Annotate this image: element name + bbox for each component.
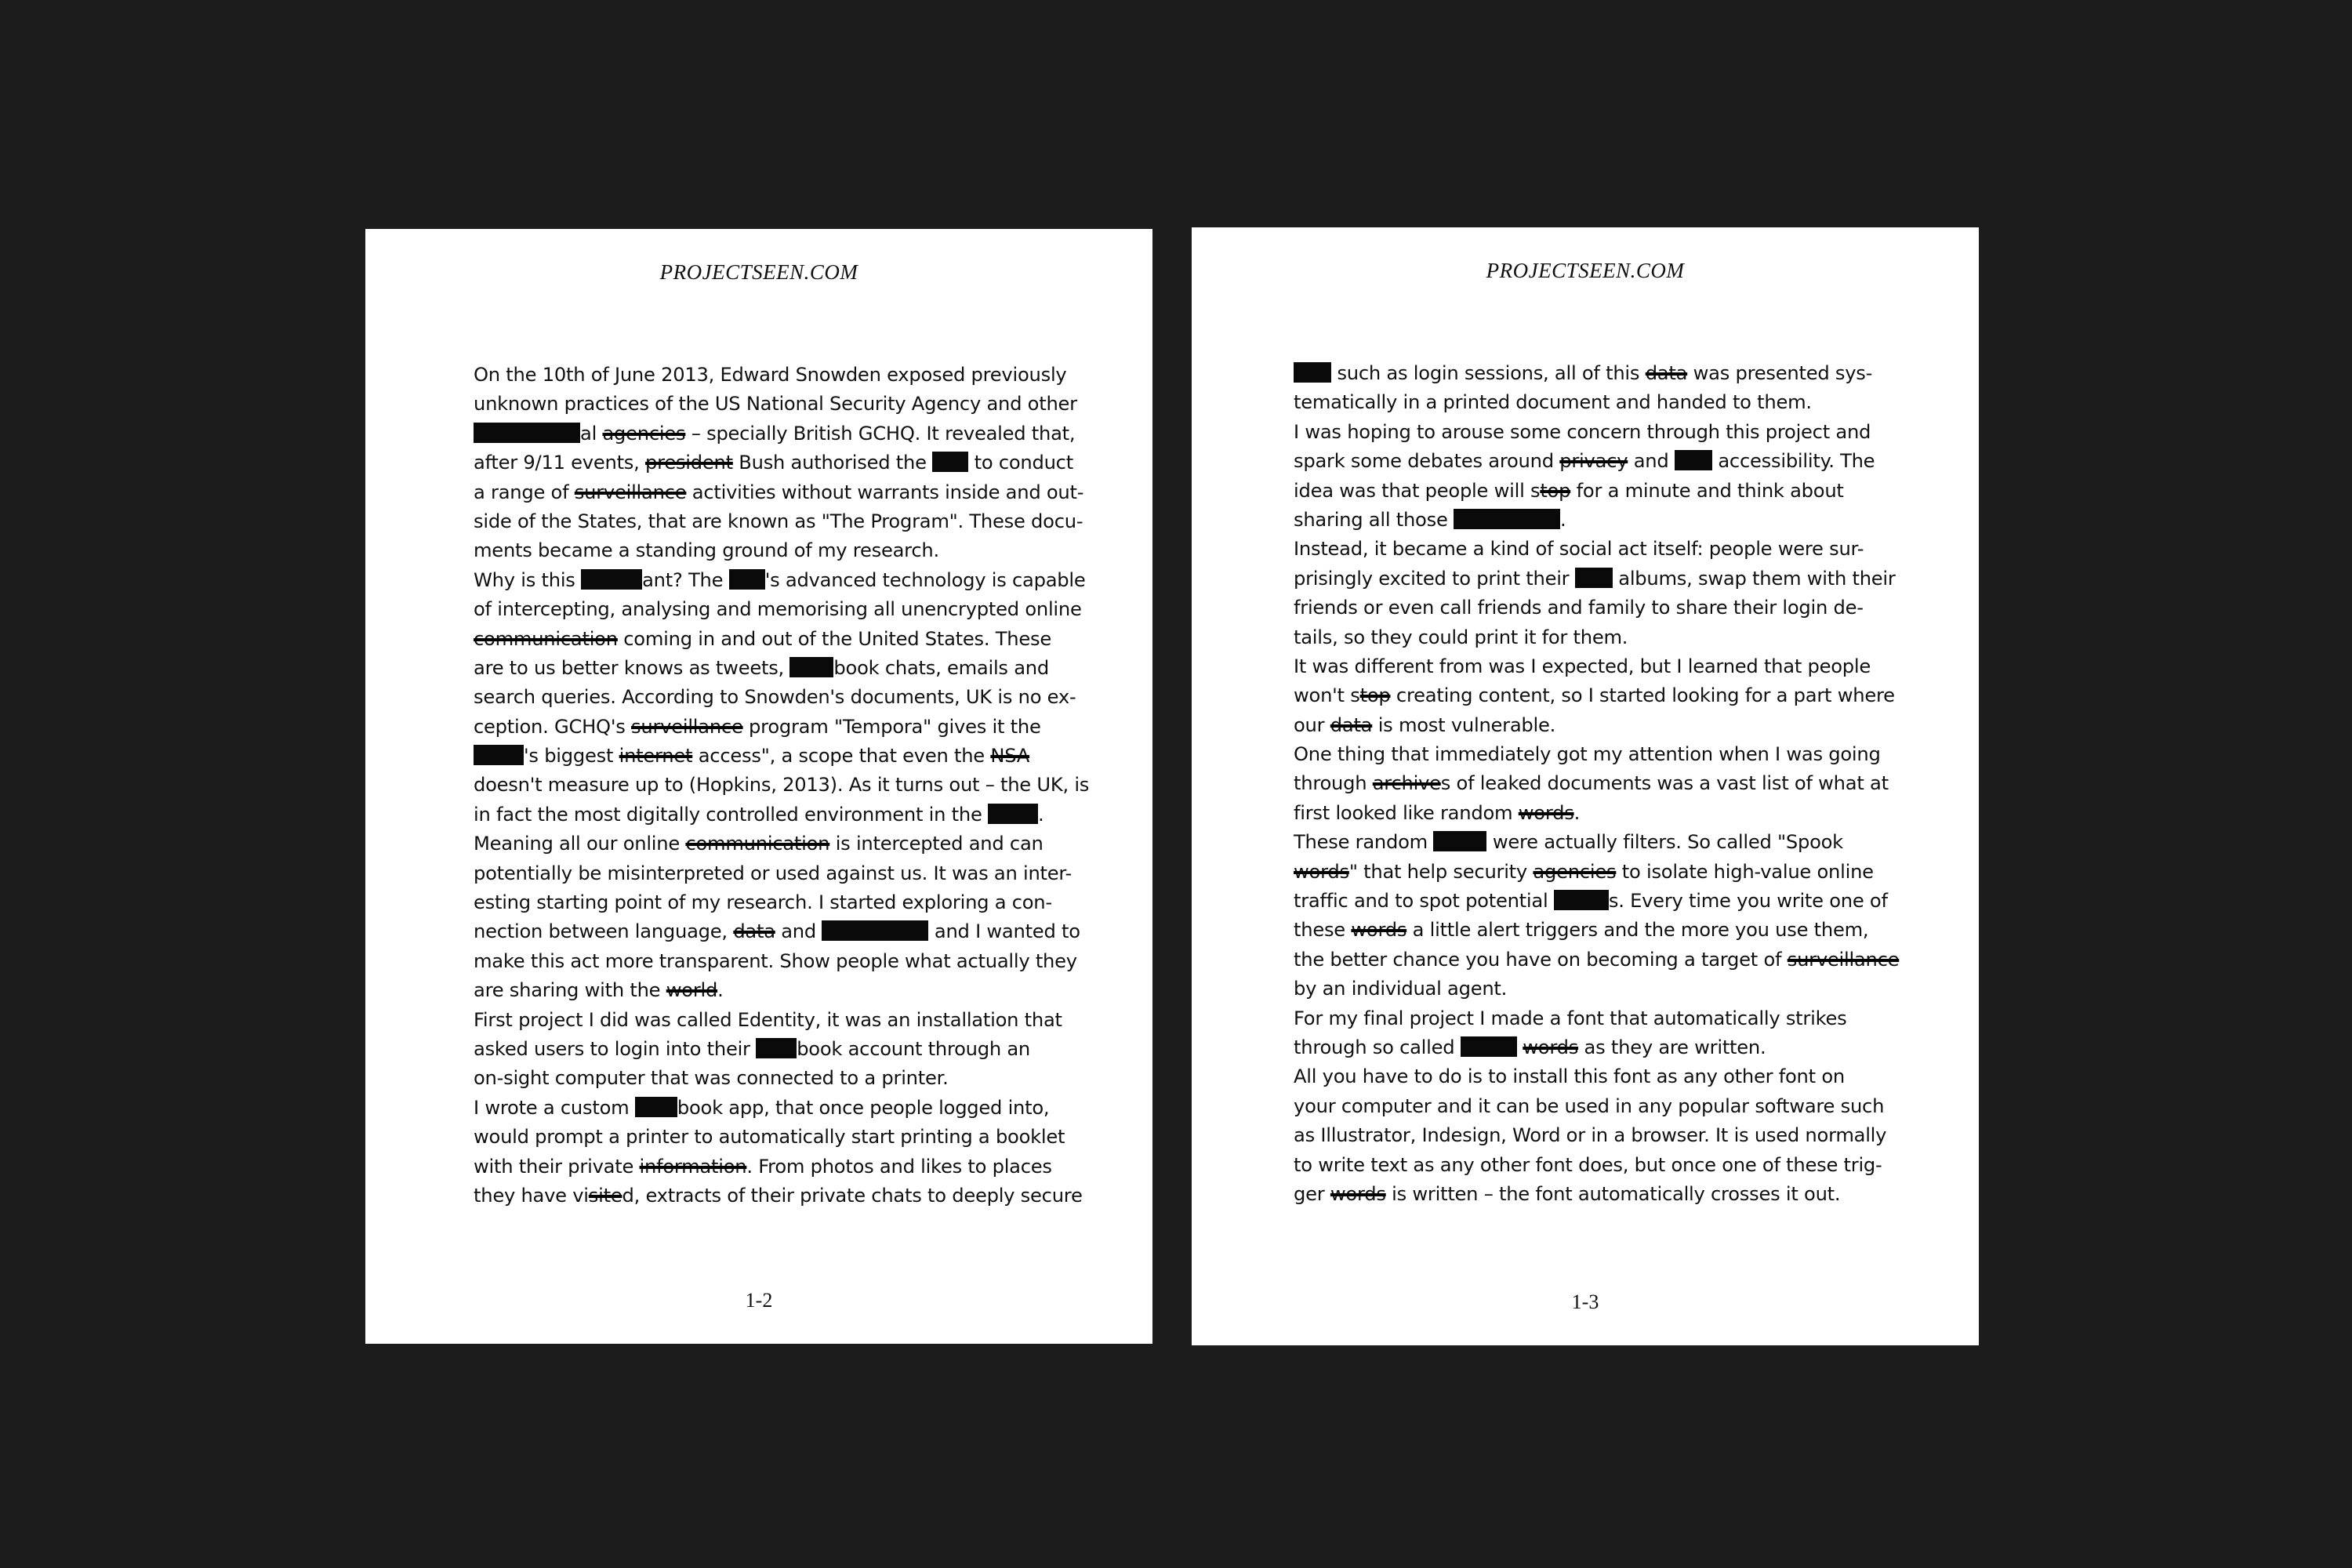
struck-word: NSA bbox=[990, 745, 1030, 768]
text-line bbox=[474, 947, 1077, 976]
text-line bbox=[1294, 477, 1874, 506]
redaction-bar bbox=[474, 423, 580, 443]
struck-word: words bbox=[1351, 919, 1407, 942]
redaction-bar bbox=[635, 1097, 677, 1117]
text-line bbox=[474, 713, 1054, 742]
text-segment: is written – the font automatically crosses it out. bbox=[1385, 1182, 1841, 1205]
text-line bbox=[1294, 740, 1881, 769]
struck-word: surveillance bbox=[631, 715, 743, 738]
text-line bbox=[1294, 769, 1889, 798]
text-line bbox=[474, 536, 1054, 565]
text-segment: All you have to do is to install this font as any other font on bbox=[1294, 1065, 1845, 1088]
left-page bbox=[365, 229, 1152, 1344]
text-line bbox=[474, 478, 1084, 507]
struck-word: words bbox=[1330, 1182, 1386, 1205]
struck-word: surveillance bbox=[1787, 948, 1900, 971]
text-line bbox=[474, 507, 1083, 536]
text-segment: search queries. According to Snowden's documents, UK is no ex- bbox=[474, 686, 1076, 709]
struck-word: words bbox=[1518, 801, 1574, 824]
page-number: 1-2 bbox=[745, 1289, 773, 1312]
redaction-bar bbox=[474, 745, 524, 765]
text-segment: ments became a standing ground of my research. bbox=[474, 539, 939, 562]
text-line bbox=[1294, 564, 1896, 593]
text-segment: 's advanced technology is capable bbox=[764, 568, 1086, 591]
text-line bbox=[1294, 1151, 1882, 1180]
text-segment: Meaning all our online bbox=[474, 833, 686, 855]
right-page bbox=[1192, 227, 1979, 1345]
text-segment: through bbox=[1294, 772, 1373, 795]
text-segment: One thing that immediately got my attention when I was going bbox=[1294, 743, 1881, 766]
page-body bbox=[1294, 359, 1900, 1209]
text-line bbox=[1294, 418, 1874, 447]
text-segment: For my final project I made a font that automatically strikes bbox=[1294, 1007, 1847, 1029]
text-line bbox=[1294, 975, 1874, 1004]
struck-word: words bbox=[1294, 860, 1349, 883]
text-segment: sharing all those bbox=[1294, 508, 1454, 531]
text-segment: unknown practices of the US National Security Agency and other bbox=[474, 393, 1077, 416]
text-line bbox=[1294, 623, 1874, 652]
text-segment: First project I did was called Edentity, it was an installation that bbox=[474, 1008, 1062, 1031]
text-segment: make this act more transparent. Show people what actually they bbox=[474, 949, 1077, 972]
text-line bbox=[1294, 1004, 1874, 1033]
text-line bbox=[1294, 1033, 1874, 1062]
text-segment: book chats, emails and bbox=[833, 656, 1049, 679]
text-line bbox=[1294, 946, 1900, 975]
struck-word: data bbox=[733, 920, 775, 943]
text-segment: ant? The bbox=[642, 568, 729, 591]
text-line bbox=[1294, 1180, 1874, 1209]
text-line bbox=[1294, 916, 1874, 945]
text-segment: s of leaked documents was a vast list of what at bbox=[1440, 772, 1889, 795]
struck-word: site bbox=[588, 1184, 622, 1207]
text-line bbox=[474, 595, 1082, 624]
text-segment: On the 10th of June 2013, Edward Snowden exposed previously bbox=[474, 364, 1067, 386]
text-line bbox=[474, 1006, 1062, 1035]
text-line bbox=[474, 742, 1054, 771]
text-line bbox=[1294, 447, 1874, 476]
text-segment: as Illustrator, Indesign, Word or in a browser. It is used normally bbox=[1294, 1124, 1887, 1147]
struck-word: top bbox=[1359, 684, 1391, 707]
text-segment: these bbox=[1294, 919, 1352, 942]
text-segment: such as login sessions, all of this bbox=[1331, 362, 1646, 384]
text-segment: tails, so they could print it for them. bbox=[1294, 626, 1628, 648]
text-segment: won't s bbox=[1294, 684, 1360, 707]
text-line bbox=[474, 829, 1054, 858]
text-segment: coming in and out of the United States. These bbox=[617, 627, 1051, 650]
text-segment: is most vulnerable. bbox=[1372, 713, 1556, 736]
text-segment: nection between language, bbox=[474, 920, 734, 943]
text-segment: and bbox=[1628, 450, 1675, 473]
text-segment: our bbox=[1294, 713, 1330, 736]
text-line bbox=[474, 1152, 1054, 1181]
text-line bbox=[474, 1035, 1054, 1064]
text-segment: access", a scope that even the bbox=[692, 745, 991, 768]
text-segment: side of the States, that are known as "The Program". These docu- bbox=[474, 510, 1083, 532]
struck-word: agencies bbox=[602, 422, 686, 445]
text-segment: asked users to login into their bbox=[474, 1037, 757, 1060]
page-number: 1-3 bbox=[1571, 1290, 1599, 1313]
text-segment: . bbox=[1573, 801, 1581, 824]
text-line bbox=[474, 1181, 1083, 1210]
text-line bbox=[474, 1064, 1054, 1093]
text-line bbox=[474, 390, 1077, 419]
text-segment: 's biggest bbox=[524, 745, 619, 768]
text-line bbox=[474, 683, 1076, 712]
text-line bbox=[474, 654, 1054, 683]
text-line bbox=[474, 771, 1090, 800]
text-segment: are to us better knows as tweets, bbox=[474, 656, 790, 679]
text-line bbox=[474, 859, 1073, 888]
struck-word: world bbox=[666, 979, 718, 1002]
text-line bbox=[1294, 858, 1874, 887]
text-segment: I was hoping to arouse some concern through this project and bbox=[1294, 420, 1871, 443]
redaction-bar bbox=[1294, 362, 1331, 383]
struck-word: communication bbox=[685, 833, 830, 855]
redaction-bar bbox=[1575, 568, 1613, 588]
text-line bbox=[474, 419, 1076, 448]
text-line bbox=[1294, 799, 1874, 828]
struck-word: words bbox=[1523, 1036, 1579, 1058]
text-segment: is intercepted and can bbox=[829, 833, 1044, 855]
struck-word: information bbox=[639, 1155, 747, 1178]
text-segment: s. Every time you write one of bbox=[1608, 890, 1888, 913]
text-line bbox=[1294, 388, 1874, 417]
redaction-bar bbox=[1433, 831, 1486, 851]
text-segment: and I wanted to bbox=[928, 920, 1080, 943]
text-line bbox=[1294, 359, 1874, 388]
struck-word: top bbox=[1540, 479, 1571, 502]
redaction-bar bbox=[581, 569, 642, 590]
text-line bbox=[474, 976, 1054, 1005]
text-line bbox=[1294, 506, 1874, 535]
text-segment: as they are written. bbox=[1578, 1036, 1766, 1058]
text-segment: book account through an bbox=[797, 1037, 1031, 1060]
text-line bbox=[474, 361, 1067, 390]
text-segment: a range of bbox=[474, 481, 575, 503]
struck-word: privacy bbox=[1559, 450, 1628, 473]
text-segment: first looked like random bbox=[1294, 801, 1519, 824]
redaction-bar bbox=[1461, 1036, 1517, 1057]
struck-word: president bbox=[645, 452, 733, 474]
text-segment: through so called bbox=[1294, 1036, 1461, 1058]
text-segment: " that help security bbox=[1348, 860, 1534, 883]
text-segment: I wrote a custom bbox=[474, 1096, 635, 1119]
text-line bbox=[474, 566, 1086, 595]
text-line bbox=[474, 1094, 1054, 1123]
text-segment: and bbox=[775, 920, 822, 943]
text-line bbox=[1294, 681, 1895, 710]
struck-word: surveillance bbox=[574, 481, 687, 503]
text-segment: albums, swap them with their bbox=[1612, 567, 1896, 590]
page-body bbox=[474, 361, 1090, 1210]
text-segment: prisingly excited to print their bbox=[1294, 567, 1575, 590]
text-line bbox=[474, 625, 1054, 654]
redaction-bar bbox=[822, 920, 928, 941]
redaction-bar bbox=[789, 657, 833, 677]
text-segment: . bbox=[717, 979, 724, 1002]
text-segment: in fact the most digitally controlled environment in the bbox=[474, 803, 989, 826]
text-line bbox=[1294, 887, 1888, 916]
text-segment: al bbox=[580, 422, 603, 445]
struck-word: agencies bbox=[1533, 860, 1617, 883]
text-segment: by an individual agent. bbox=[1294, 978, 1508, 1000]
text-segment: spark some debates around bbox=[1294, 450, 1560, 473]
text-segment: book app, that once people logged into, bbox=[677, 1096, 1050, 1119]
text-line bbox=[474, 1123, 1065, 1152]
struck-word: data bbox=[1645, 362, 1688, 384]
redaction-bar bbox=[932, 452, 968, 472]
text-segment: . bbox=[1038, 803, 1044, 826]
text-segment: for a minute and think about bbox=[1570, 479, 1844, 502]
text-segment: Why is this bbox=[474, 568, 582, 591]
text-segment: to conduct bbox=[968, 452, 1073, 474]
struck-word: data bbox=[1330, 713, 1373, 736]
text-line bbox=[1294, 828, 1874, 857]
struck-word: communication bbox=[474, 627, 618, 650]
text-segment: with their private bbox=[474, 1155, 640, 1178]
text-segment: the better chance you have on becoming a target of bbox=[1294, 948, 1788, 971]
text-segment: . From photos and likes to places bbox=[746, 1155, 1052, 1178]
text-segment: These random bbox=[1294, 831, 1434, 854]
page-header: PROJECTSEEN.COM bbox=[659, 260, 858, 284]
text-segment: d, extracts of their private chats to deeply secure bbox=[622, 1184, 1083, 1207]
redaction-bar bbox=[1554, 890, 1609, 910]
text-segment: was presented sys- bbox=[1687, 362, 1873, 384]
text-line bbox=[474, 448, 1073, 477]
text-line bbox=[1294, 1121, 1887, 1150]
text-segment: ger bbox=[1294, 1182, 1330, 1205]
text-segment: activities without warrants inside and out- bbox=[686, 481, 1084, 503]
redaction-bar bbox=[1454, 509, 1560, 529]
text-segment: ception. GCHQ's bbox=[474, 715, 632, 738]
text-line bbox=[1294, 1062, 1874, 1091]
text-line bbox=[1294, 652, 1874, 681]
text-segment: . bbox=[1560, 508, 1566, 531]
text-line bbox=[474, 800, 1054, 829]
text-line bbox=[1294, 1092, 1885, 1121]
text-segment: would prompt a printer to automatically start printing a booklet bbox=[474, 1126, 1065, 1149]
struck-word: archive bbox=[1372, 772, 1441, 795]
text-segment: were actually filters. So called "Spook bbox=[1486, 831, 1843, 854]
text-segment: creating content, so I started looking for a part where bbox=[1390, 684, 1895, 707]
text-segment: esting starting point of my research. I started exploring a con- bbox=[474, 891, 1052, 914]
text-segment: It was different from was I expected, but I learned that people bbox=[1294, 655, 1871, 677]
text-line bbox=[474, 917, 1080, 946]
text-line bbox=[474, 888, 1054, 917]
text-segment: potentially be misinterpreted or used against us. It was an inter- bbox=[474, 862, 1073, 884]
redaction-bar bbox=[756, 1038, 797, 1058]
text-line bbox=[1294, 711, 1874, 740]
text-segment: your computer and it can be used in any popular software such bbox=[1294, 1094, 1885, 1117]
text-segment: a little alert triggers and the more you use them, bbox=[1406, 919, 1869, 942]
text-segment: to isolate high-value online bbox=[1616, 860, 1874, 883]
text-segment: on-sight computer that was connected to a printer. bbox=[474, 1067, 949, 1090]
text-segment: – specially British GCHQ. It revealed that, bbox=[685, 422, 1076, 445]
text-segment: of intercepting, analysing and memorising all unencrypted online bbox=[474, 598, 1082, 621]
text-segment: accessibility. The bbox=[1711, 450, 1875, 473]
redaction-bar bbox=[988, 804, 1038, 824]
text-segment: Bush authorised the bbox=[732, 452, 933, 474]
struck-word: internet bbox=[619, 745, 693, 768]
text-line bbox=[1294, 593, 1874, 622]
text-segment: program "Tempora" gives it the bbox=[742, 715, 1041, 738]
text-segment: after 9/11 events, bbox=[474, 452, 646, 474]
text-segment: to write text as any other font does, but once one of these trig- bbox=[1294, 1153, 1882, 1176]
text-segment: are sharing with the bbox=[474, 979, 666, 1002]
text-segment: tematically in a printed document and handed to them. bbox=[1294, 391, 1812, 414]
redaction-bar bbox=[1675, 450, 1712, 470]
text-line bbox=[1294, 535, 1874, 564]
page-header: PROJECTSEEN.COM bbox=[1486, 259, 1685, 282]
text-segment: Instead, it became a kind of social act itself: people were sur- bbox=[1294, 538, 1864, 561]
text-segment: they have vi bbox=[474, 1184, 589, 1207]
text-segment: idea was that people will s bbox=[1294, 479, 1541, 502]
text-segment: traffic and to spot potential bbox=[1294, 890, 1554, 913]
redaction-bar bbox=[729, 569, 765, 590]
text-segment: doesn't measure up to (Hopkins, 2013). As it turns out – the UK, is bbox=[474, 774, 1090, 797]
text-segment: friends or even call friends and family to share their login de- bbox=[1294, 597, 1864, 619]
